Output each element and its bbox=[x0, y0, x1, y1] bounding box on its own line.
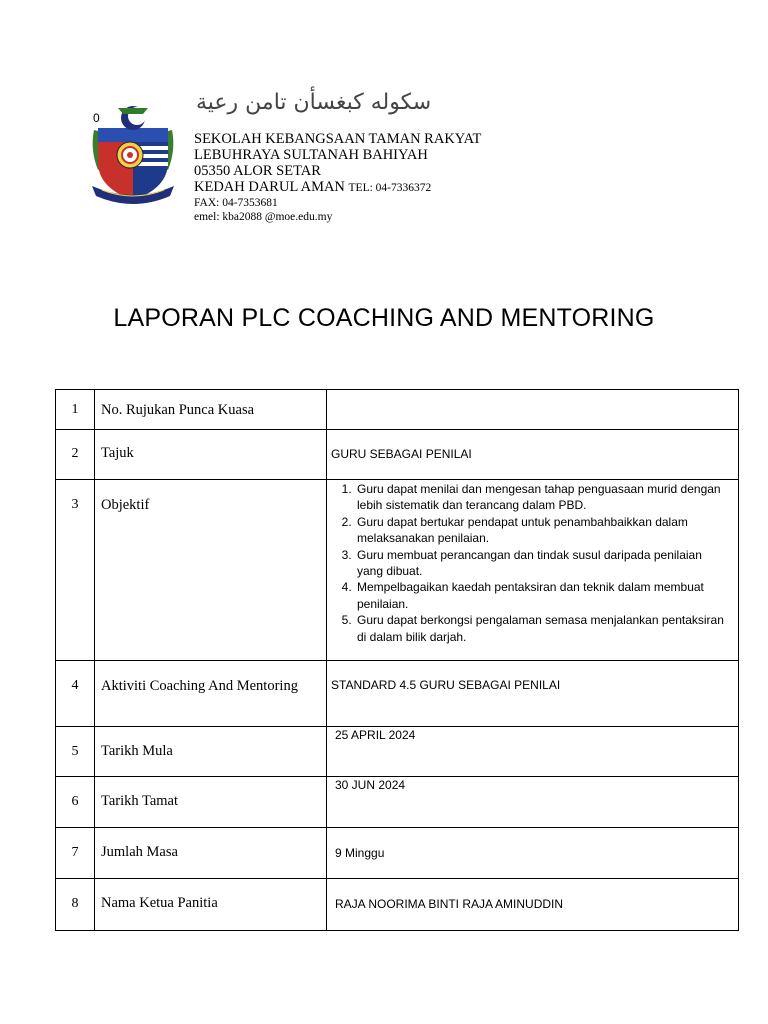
address-road: LEBUHRAYA SULTANAH BAHIYAH bbox=[194, 147, 428, 163]
row-label: Tarikh Tamat bbox=[95, 777, 327, 828]
row-number: 8 bbox=[56, 879, 95, 931]
row-label: Aktiviti Coaching And Mentoring bbox=[95, 661, 327, 727]
table-row bbox=[56, 879, 739, 931]
address-state-line bbox=[194, 179, 574, 196]
objectives-cell bbox=[327, 480, 739, 661]
row-value: GURU SEBAGAI PENILAI bbox=[327, 430, 739, 480]
objectives-list bbox=[331, 480, 738, 645]
table-row bbox=[56, 661, 739, 727]
address-state: KEDAH DARUL AMAN bbox=[194, 179, 345, 195]
row-value: STANDARD 4.5 GURU SEBAGAI PENILAI bbox=[327, 661, 739, 727]
row-number: 3 bbox=[56, 480, 95, 661]
row-label: No. Rujukan Punca Kuasa bbox=[95, 390, 327, 430]
school-name-jawi: سكوله كبغسأن تامن رعية bbox=[196, 90, 432, 115]
table-row bbox=[56, 390, 739, 430]
row-label: Jumlah Masa bbox=[95, 828, 327, 879]
row-value: 30 JUN 2024 bbox=[327, 777, 739, 828]
table-row bbox=[56, 430, 739, 480]
row-number: 6 bbox=[56, 777, 95, 828]
report-table bbox=[55, 389, 739, 931]
email: emel: kba2088 @moe.edu.my bbox=[194, 211, 333, 223]
list-item: 3. Guru membuat perancangan dan tindak susul daripada penilaian yang dibuat. bbox=[355, 547, 730, 580]
row-value bbox=[327, 390, 739, 430]
row-label: Nama Ketua Panitia bbox=[95, 879, 327, 931]
row-label: Objektif bbox=[95, 480, 327, 661]
row-value: 9 Minggu bbox=[327, 828, 739, 879]
row-value: 25 APRIL 2024 bbox=[327, 727, 739, 777]
row-number: 1 bbox=[56, 390, 95, 430]
list-item: 4. Mempelbagaikan kaedah pentaksiran dan teknik dalam membuat penilaian. bbox=[355, 579, 730, 612]
row-label: Tajuk bbox=[95, 430, 327, 480]
row-number: 4 bbox=[56, 661, 95, 727]
list-item: 5. Guru dapat berkongsi pengalaman semasa menjalankan pentaksiran di dalam bilik darjah. bbox=[355, 612, 730, 645]
list-item: 2. Guru dapat bertukar pendapat untuk penambahbaikkan dalam melaksanakan penilaian. bbox=[355, 514, 730, 547]
row-label: Tarikh Mula bbox=[95, 727, 327, 777]
school-address-block bbox=[194, 131, 574, 224]
table-row bbox=[56, 777, 739, 828]
crest-marker: 0 bbox=[93, 111, 100, 125]
list-item: 1. Guru dapat menilai dan mengesan tahap penguasaan murid dengan lebih sistematik dan terancang dalam PBD. bbox=[355, 481, 730, 514]
table-row bbox=[56, 727, 739, 777]
table-row bbox=[56, 828, 739, 879]
table-row bbox=[56, 480, 739, 661]
school-crest-logo bbox=[88, 100, 178, 208]
telephone: TEL: 04-7336372 bbox=[348, 182, 432, 194]
school-name: SEKOLAH KEBANGSAAN TAMAN RAKYAT bbox=[194, 131, 482, 147]
document-title: LAPORAN PLC COACHING AND MENTORING bbox=[113, 304, 655, 332]
row-number: 5 bbox=[56, 727, 95, 777]
row-value: RAJA NOORIMA BINTI RAJA AMINUDDIN bbox=[327, 879, 739, 931]
address-postcode-city: 05350 ALOR SETAR bbox=[194, 163, 321, 179]
row-number: 2 bbox=[56, 430, 95, 480]
row-number: 7 bbox=[56, 828, 95, 879]
fax: FAX: 04-7353681 bbox=[194, 197, 278, 209]
